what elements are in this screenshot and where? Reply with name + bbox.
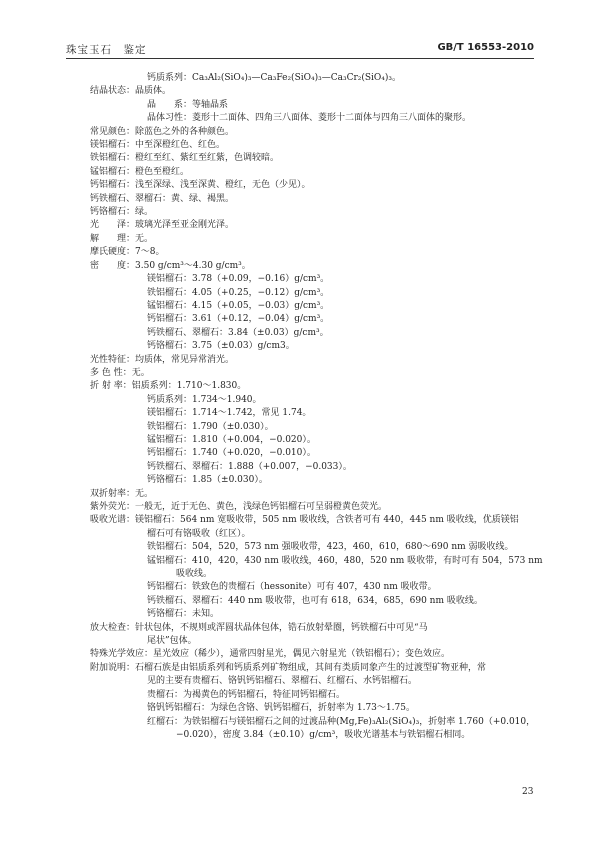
text-line: 摩氏硬度：7～8。 (90, 247, 165, 258)
header-left-title: 珠宝玉石 鉴定 (66, 44, 147, 56)
text-line: 锰铝榴石：橙色至橙红。 (90, 166, 190, 177)
text-line: 钙铝榴石：1.740（+0.020，−0.010）。 (147, 448, 316, 459)
text-line: 附加说明：石榴石族是由铝质系列和钙质系列矿物组成，其间有类质同象产生的过渡型矿物亚种，常 (90, 662, 487, 673)
text-line: 钙质系列：1.734～1.940。 (147, 394, 262, 405)
text-line: 钙铁榴石、翠榴石：黄、绿、褐黑。 (90, 193, 235, 204)
text-line: 钙铬榴石：绿。 (90, 207, 154, 218)
text-line: 钙铝榴石：浅至深绿、浅至深黄、橙红，无色（少见）。 (90, 180, 311, 191)
text-line: 钙铬榴石：未知。 (147, 609, 220, 620)
text-line: 晶体习性：菱形十二面体、四角三八面体、菱形十二面体与四角三八面体的聚形。 (147, 113, 472, 124)
text-line: 光 泽：玻璃光泽至亚金刚光泽。 (90, 220, 235, 231)
text-line: 晶 系：等轴晶系 (147, 99, 229, 110)
text-line: 结晶状态：晶质体。 (90, 86, 172, 97)
text-line: 见的主要有贵榴石、铬钒钙铝榴石、翠榴石、红榴石、水钙铝榴石。 (147, 676, 418, 687)
text-line: 钙铁榴石、翠榴石：3.84（±0.03）g/cm³。 (147, 327, 329, 338)
text-line: 榴石可有铬吸收（红区）。 (147, 528, 251, 539)
text-line: 光性特征：均质体，常见异常消光。 (90, 354, 235, 365)
text-line: 吸收线。 (176, 569, 213, 580)
text-line: 铬钒钙铝榴石：为绿色含铬、钒钙铝榴石，折射率为 1.73～1.75。 (147, 703, 415, 714)
page-header (66, 42, 534, 58)
text-line: −0.020），密度 3.84（±0.10）g/cm³，吸收光谱基本与铁铝榴石相同。 (176, 729, 471, 740)
text-line: 钙铬榴石：1.85（±0.030）。 (147, 475, 268, 486)
text-line: 钙铁榴石、翠榴石：1.888（+0.007，−0.033）。 (147, 461, 352, 472)
text-line: 钙铁榴石、翠榴石：440 nm 吸收带，也可有 618，634，685，690 nm 吸收线。 (147, 595, 483, 606)
text-line: 钙质系列：Ca₃Al₂(SiO₄)₃—Ca₃Fe₂(SiO₄)₃—Ca₃Cr₂(SiO₄)₃。 (147, 73, 402, 83)
text-line: 贵榴石：为褐黄色的钙铝榴石，特征同钙铝榴石。 (147, 689, 346, 700)
text-line: 红榴石：为铁铝榴石与镁铝榴石之间的过渡品种(Mg,Fe)₃Al₂(SiO₄)₃，折射率 1.760（+0.010， (147, 716, 536, 727)
text-line: 折 射 率：铝质系列：1.710～1.830。 (90, 381, 247, 392)
text-line: 锰铝榴石：4.15（+0.05，−0.03）g/cm³。 (147, 300, 330, 311)
text-line: 锰铝榴石：1.810（+0.004，−0.020）。 (147, 434, 316, 445)
text-line: 钙铝榴石：铁致色的贵榴石（hessonite）可有 407，430 nm 吸收带。 (147, 582, 437, 593)
text-line: 吸收光谱：镁铝榴石：564 nm 宽吸收带，505 nm 吸收线，含铁者可有 440，445 nm 吸收线，优质镁铝 (90, 515, 519, 526)
text-line: 紫外荧光：一般无，近于无色、黄色，浅绿色钙铝榴石可呈弱橙黄色荧光。 (90, 502, 388, 512)
text-line: 特殊光学效应：星光效应（稀少），通常四射星光，偶见六射星光（铁铝榴石）；变色效应。 (90, 649, 451, 660)
text-line: 锰铝榴石：410，420，430 nm 吸收线，460，480，520 nm 吸收带，有时可有 504，573 nm (147, 555, 543, 566)
text-line: 镁铝榴石：3.78（+0.09，−0.16）g/cm³。 (147, 274, 330, 285)
text-line: 镁铝榴石：1.714～1.742，常见 1.74。 (147, 408, 312, 419)
page-number: 23 (522, 787, 534, 797)
text-line: 解 理：无。 (90, 233, 154, 244)
text-line: 铁铝榴石：504，520，573 nm 强吸收带，423，460，610，680～690 nm 弱吸收线。 (147, 542, 514, 553)
document-body (90, 72, 543, 742)
text-line: 放大检查：针状包体，不规则或浑圆状晶体包体，锆石放射晕圈，钙铁榴石中可见“马 (90, 622, 428, 633)
text-line: 密 度：3.50 g/cm³～4.30 g/cm³。 (90, 260, 251, 271)
header-standard-number: GB/T 16553-2010 (437, 42, 534, 53)
text-line: 多 色 性：无。 (90, 367, 150, 378)
text-line: 铁铝榴石：橙红至红、紫红至红紫，色调较暗。 (90, 153, 280, 164)
text-line: 铁铝榴石：1.790（±0.030）。 (147, 421, 274, 432)
text-line: 钙铝榴石：3.61（+0.12，−0.04）g/cm³。 (147, 314, 330, 325)
text-line: 钙铬榴石：3.75（±0.03）g/cm3。 (147, 341, 295, 352)
text-line: 镁铝榴石：中至深橙红色、红色。 (90, 140, 226, 151)
text-line: 常见颜色：除蓝色之外的各种颜色。 (90, 126, 235, 137)
text-line: 铁铝榴石：4.05（+0.25，−0.12）g/cm³。 (147, 287, 330, 298)
text-line: 尾状”包体。 (147, 636, 197, 647)
text-line: 双折射率：无。 (90, 488, 154, 499)
header-divider (66, 58, 534, 59)
